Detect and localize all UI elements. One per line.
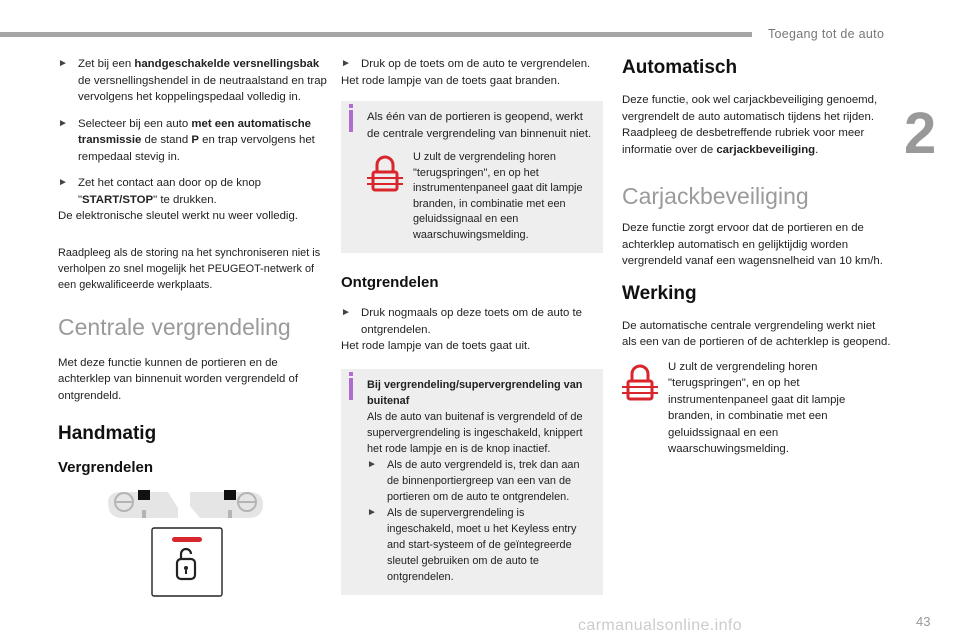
bullet-start-stop: [58, 175, 328, 208]
automatic-text: Deze functie, ook wel carjackbeveiliging genoemd, vergrendelt de auto automatisch tijdens het rijden.: [622, 94, 878, 123]
info-box-door-open: [341, 101, 603, 253]
bullet-arrow-icon: ►: [341, 307, 351, 318]
column-1: [58, 56, 328, 478]
ref-bold: carjackbeveiliging: [716, 143, 816, 156]
chapter-number: 2: [904, 101, 937, 166]
info-bullet-locked: [367, 457, 593, 505]
bullet-arrow-icon: ►: [367, 458, 377, 470]
bullet-arrow-icon: ►: [58, 58, 68, 69]
bullet-bold: START/STOP: [82, 193, 154, 206]
bullet-manual-gearbox: [58, 56, 328, 106]
header-bar: [0, 32, 752, 37]
bullet-text: de stand: [141, 134, 192, 146]
lock-warning-lamp-icon: [622, 361, 658, 403]
bullet-text: Zet bij een: [78, 58, 135, 70]
section-title-central-locking: Centrale vergrendeling: [58, 313, 291, 340]
bullet-text: Als de auto vergrendeld is, trek dan aan de binnenportiergreep van een van de portieren om de auto te ontgrendelen.: [387, 458, 580, 503]
lock-warning-lamp-icon: [367, 152, 403, 194]
unlock-lamp-text: Het rode lampje van de toets gaat uit.: [341, 340, 531, 352]
section-title-operation: Werking: [622, 282, 697, 304]
bullet-bold: handgeschakelde versnellingsbak: [134, 58, 320, 70]
chapter-title: Toegang tot de auto: [768, 27, 885, 41]
lock-lamp-text: Het rode lampje van de toets gaat branden.: [341, 74, 561, 87]
bullet-automatic-transmission: [58, 116, 328, 166]
info-external-text: Als de auto van buitenaf is vergrendeld of de supervergrendeling is ingeschakeld, knippert het rode lampje en is de knop inactief.: [367, 410, 583, 455]
ref-text: .: [815, 143, 819, 156]
info-box-external-locking: [341, 369, 603, 595]
central-locking-text: Met deze functie kunnen de portieren en de achterklep van binnenuit worden vergrendeld of ontgrendeld.: [58, 356, 298, 402]
bullet-text: Druk nogmaals op deze toets om de auto te ontgrendelen.: [361, 307, 582, 336]
bullet-arrow-icon: ►: [341, 58, 351, 69]
info-door-open-text: Als één van de portieren is geopend, werkt de centrale vergrendeling van binnenuit niet.: [367, 111, 592, 140]
key-works-text: De elektronische sleutel werkt nu weer volledig.: [58, 210, 298, 222]
lamp-info-text: U zult de vergrendeling horen "terugspringen", en op het instrumentenpaneel gaat dit lampje branden, in combinatie met een geluidssignaal en een waarschuwingsmelding.: [413, 151, 583, 241]
bullet-text: Zet het contact aan door op de knop ": [78, 177, 262, 206]
bullet-arrow-icon: ►: [58, 117, 68, 129]
section-title-manual: Handmatig: [58, 423, 157, 444]
bullet-bold: met een automatische transmissie: [78, 117, 311, 146]
bullet-arrow-icon: ►: [58, 177, 68, 188]
ref-text: Raadpleeg de desbetreffende rubriek voor meer informatie over de: [622, 127, 865, 156]
column-3: [622, 56, 892, 458]
lock-button-illustration: [108, 484, 268, 600]
operation-text: De automatische centrale vergrendeling werkt niet als een van de portieren of de achterklep is geopend.: [622, 319, 891, 348]
info-external-title: Bij vergrendeling/supervergrendeling van buitenaf: [367, 378, 583, 407]
bullet-lock: [341, 56, 603, 73]
carjack-text: Deze functie zorgt ervoor dat de portieren en de achterklep automatisch en gelijktijdig worden vergrendeld vanaf een wagensnelheid van 10 km/h.: [622, 222, 883, 267]
lamp-info-row: [622, 359, 892, 458]
section-title-carjack: Carjackbeveiliging: [622, 183, 809, 209]
bullet-unlock: [341, 305, 603, 338]
bullet-text: " te drukken.: [153, 193, 217, 206]
info-icon: [349, 378, 353, 400]
bullet-text: en trap vervolgens het rempedaal stevig in.: [78, 134, 315, 163]
bullet-arrow-icon: ►: [367, 506, 377, 518]
lamp-info-row: [367, 150, 593, 243]
section-title-automatic: Automatisch: [622, 57, 738, 78]
automatic-ref-text: [622, 125, 892, 158]
bullet-bold: P: [191, 134, 199, 146]
dealer-note: Raadpleeg als de storing na het synchroniseren niet is verholpen zo snel mogelijk het PEUGEOT-netwerk of een gekwalificeerde werkplaats.: [58, 246, 321, 291]
watermark: carmanualsonline.info: [578, 617, 743, 634]
page-number: 43: [916, 614, 931, 629]
info-bullet-superlocked: [367, 505, 593, 585]
bullet-text: de versnellingshendel in de neutraalstand en trap vervolgens het koppelingspedaal volledig in.: [78, 74, 327, 103]
bullet-text: Als de supervergrendeling is ingeschakeld, moet u het Keyless entry and start-systeem of de geïntegreerde sleutel gebruiken om de auto te ontgrendelen.: [387, 506, 577, 583]
lamp-info-text: U zult de vergrendeling horen "terugspringen", en op het instrumentenpaneel gaat dit lampje branden, in combinatie met een geluidssignaal en een waarschuwingsmelding.: [668, 360, 846, 455]
section-title-unlocking: Ontgrendelen: [341, 274, 439, 291]
info-icon: [349, 110, 353, 132]
column-2: [341, 56, 603, 595]
bullet-text: Druk op de toets om de auto te vergrendelen.: [361, 58, 591, 70]
door-lock-switch-illustration: [108, 484, 268, 600]
section-title-locking: Vergrendelen: [58, 459, 154, 476]
bullet-text: Selecteer bij een auto: [78, 117, 192, 130]
